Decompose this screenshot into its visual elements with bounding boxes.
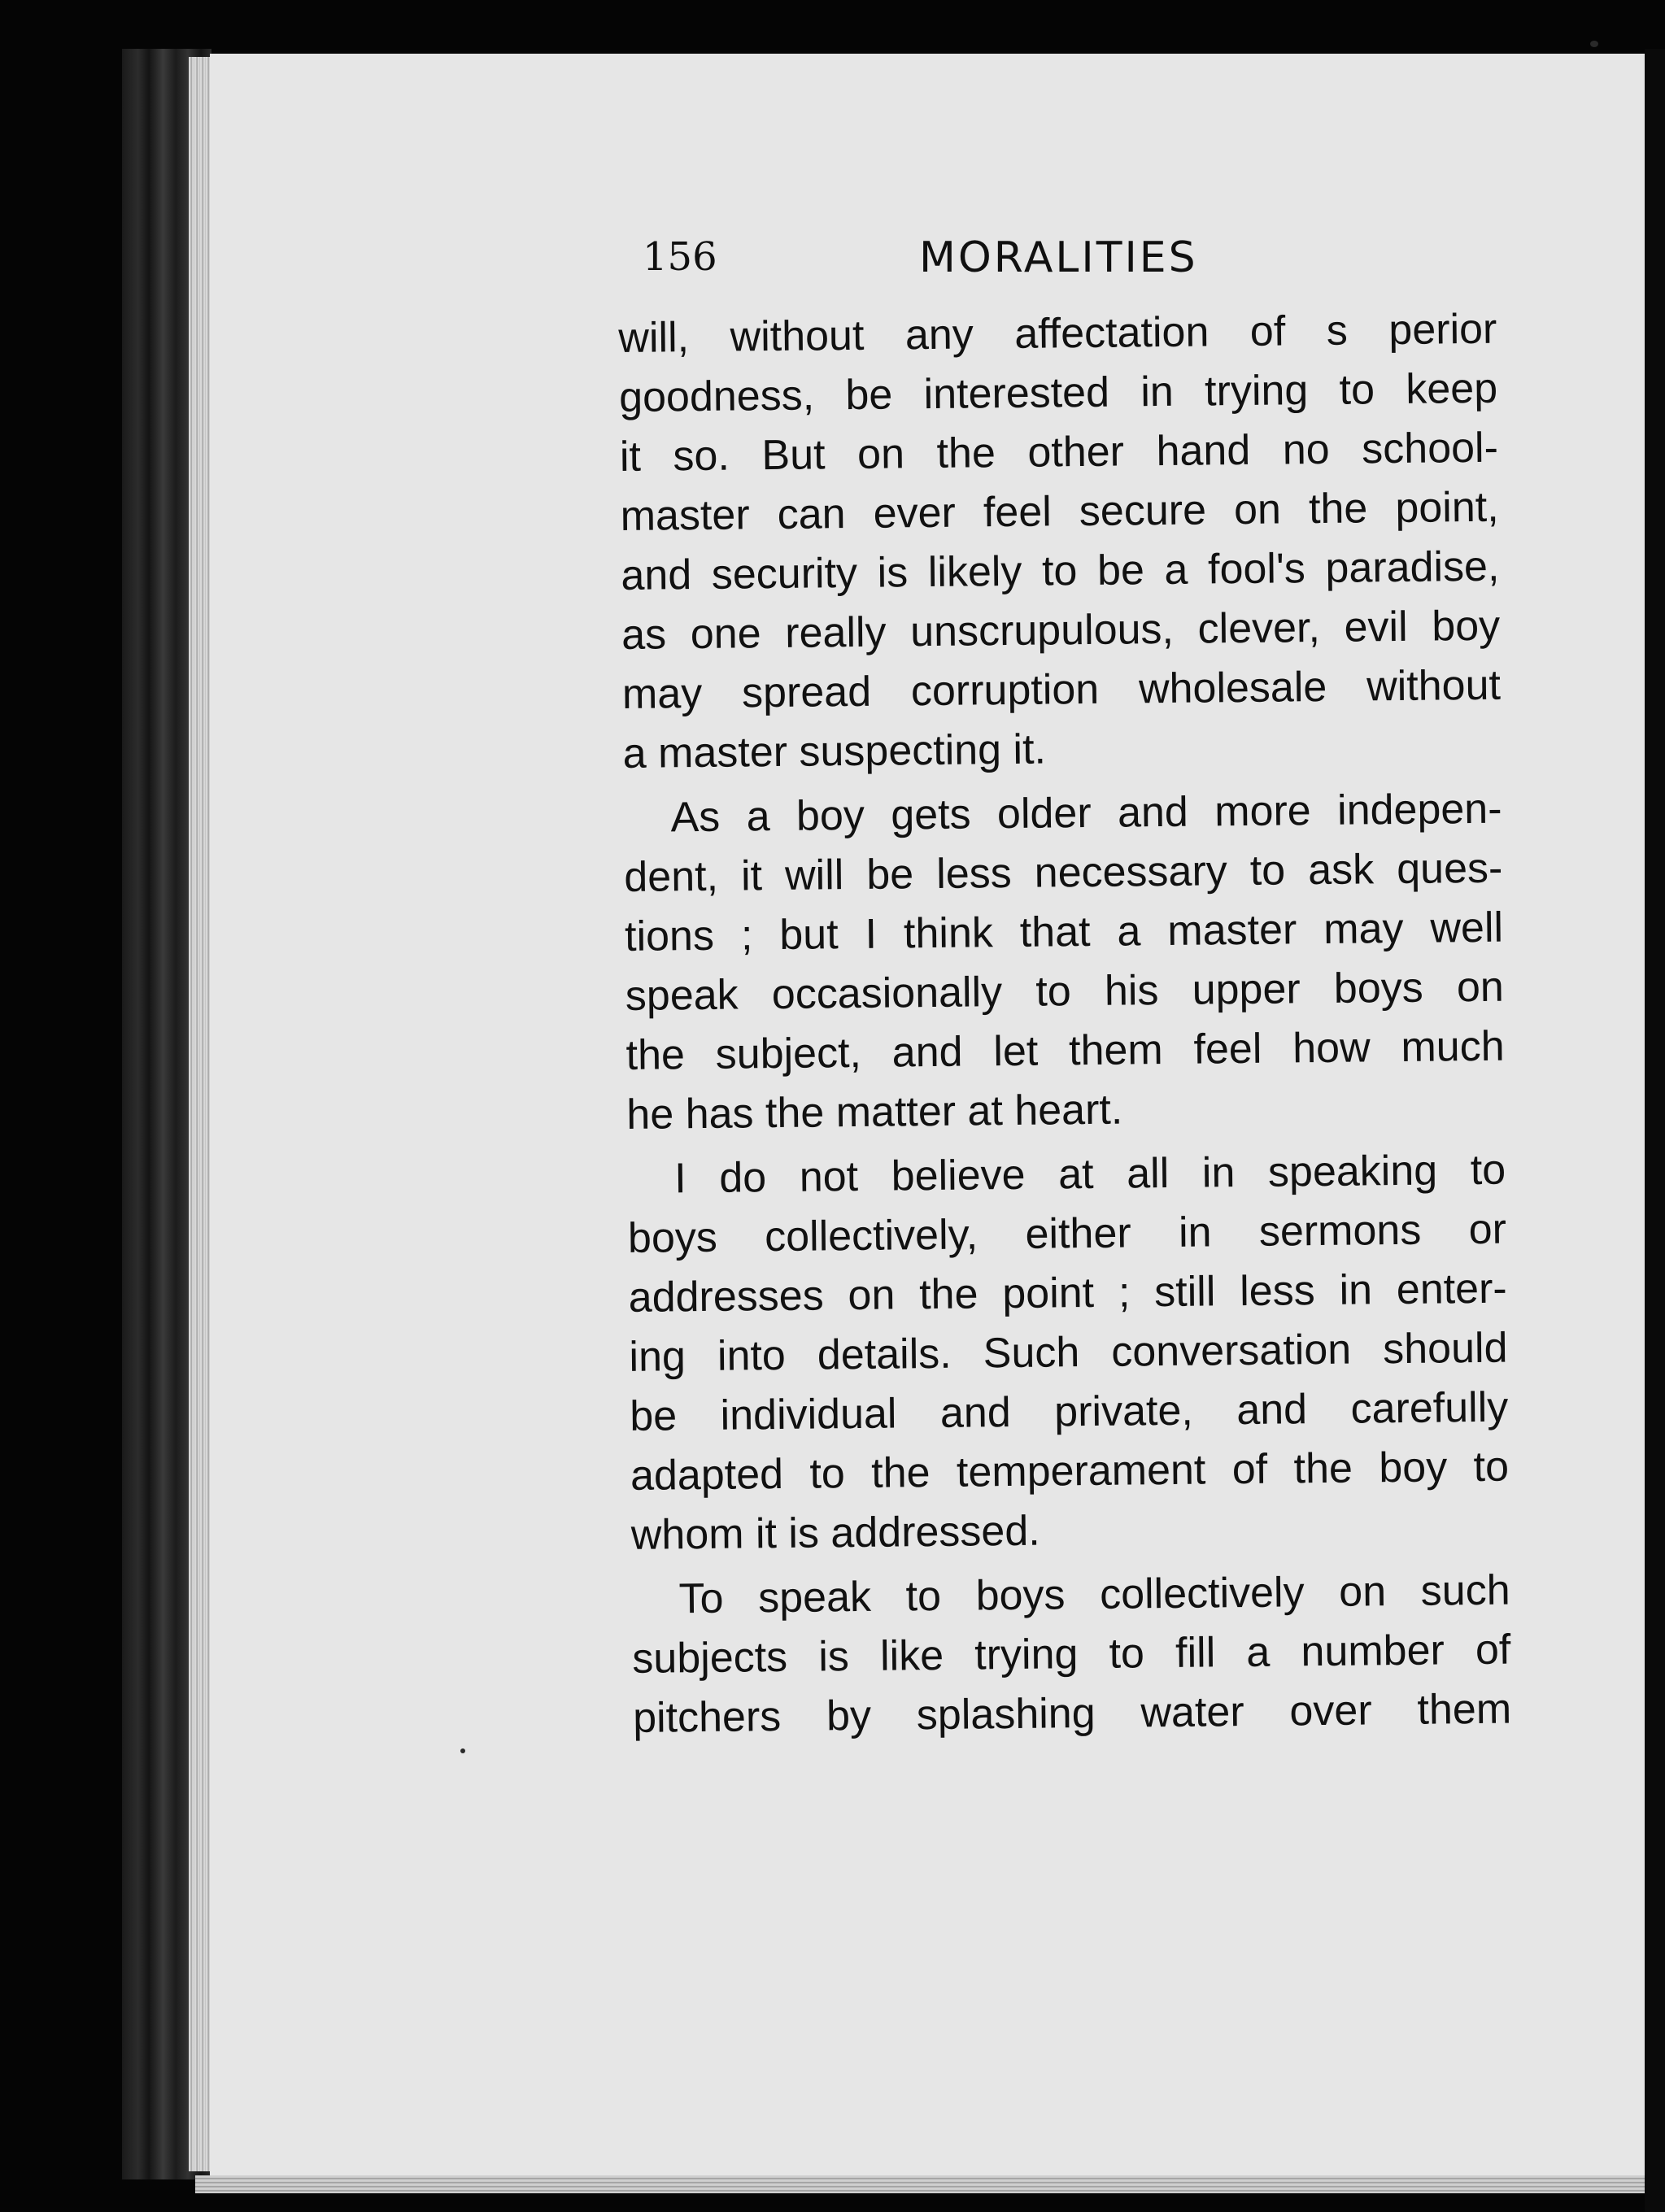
page-bottom-edge [195, 2175, 1651, 2193]
paragraph-3 [627, 1141, 1510, 1565]
print-speck [460, 1748, 465, 1753]
text-line: will, without any affectation of s perior [618, 305, 1497, 362]
text-line: may spread corruption wholesale without [621, 661, 1502, 718]
text-line: master can ever feel secure on the point, [620, 483, 1499, 540]
paragraph-4 [631, 1561, 1511, 1748]
text-line: goodness, be interested in trying to keep [618, 364, 1498, 421]
text-line: it so. But on the other hand no school- [619, 424, 1499, 481]
text-line: ing into details. Such conversation should [629, 1324, 1508, 1381]
text-line: pitchers by splashing water over them [632, 1685, 1512, 1742]
paragraph-1 [618, 300, 1502, 784]
text-line: the subject, and let them feel how much [625, 1022, 1505, 1079]
print-speck [1590, 41, 1598, 47]
text-line: I do not believe at all in speaking to [673, 1146, 1506, 1203]
text-line: As a boy gets older and more indepen- [670, 785, 1502, 842]
text-line: he has the matter at heart. [626, 1086, 1123, 1139]
text-line: addresses on the point ; still less in enter- [628, 1265, 1507, 1322]
text-line: adapted to the temperament of the boy to [630, 1443, 1510, 1500]
body-text [618, 300, 1512, 1753]
paragraph-2 [623, 780, 1506, 1145]
text-line: boys collectively, either in sermons or [627, 1205, 1507, 1262]
running-title: MORALITIES [919, 233, 1198, 282]
text-line: and security is likely to be a fool's paradise, [621, 542, 1500, 599]
text-line: To speak to boys collectively on such [678, 1566, 1510, 1623]
page-number: 156 [643, 234, 717, 280]
text-line: as one really unscrupulous, clever, evil boy [621, 602, 1501, 659]
text-line: tions ; but I think that a master may well [624, 904, 1504, 960]
text-line: dent, it will be less necessary to ask ques- [624, 844, 1503, 901]
text-line: speak occasionally to his upper boys on [625, 963, 1505, 1020]
text-line: subjects is like trying to fill a number of [632, 1626, 1511, 1683]
text-line: a master suspecting it. [622, 725, 1047, 777]
running-head [634, 233, 1497, 298]
text-line: be individual and private, and carefully [629, 1383, 1509, 1440]
right-margin-shadow [1645, 49, 1665, 2212]
text-line: whom it is addressed. [630, 1507, 1040, 1559]
